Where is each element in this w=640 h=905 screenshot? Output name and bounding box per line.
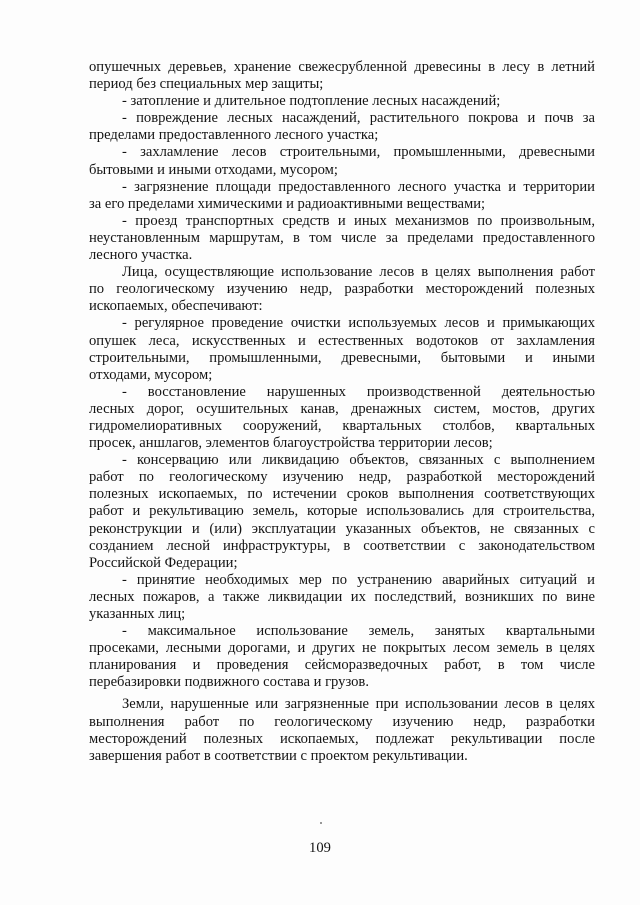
text-line: неустановленным маршрутам, в том числе за пределами предоставленного (89, 229, 595, 246)
text-line: по геологическому изучению недр, разработки месторождений полезных (89, 281, 595, 298)
text-line: - загрязнение площади предоставленного лесного участка и территории (122, 178, 595, 195)
text-line: планирования и проведения сейсморазведочных работ, в том числе (89, 657, 595, 674)
text-line: реконструкции и (или) эксплуатации указанных объектов, не связанных с (89, 520, 595, 537)
text-line: отходами, мусором; (89, 366, 213, 383)
text-line: опушечных деревьев, хранение свежесрубленной древесины в лесу в летний (89, 59, 595, 75)
text-line: созданием лесной инфраструктуры, в соответствии с законодательством (89, 537, 595, 554)
text-line: лесного участка. (89, 247, 193, 264)
text-line: Лица, осуществляющие использование лесов в целях выполнения работ (122, 264, 595, 281)
text-line: строительными, промышленными, древесными, бытовыми и иными (89, 349, 595, 366)
text-line: указанных лиц; (89, 606, 186, 622)
text-line: просек, аншлагов, элементов благоустройства территории лесов; (89, 435, 493, 452)
text-line: лесных дорог, осушительных канав, дренажных систем, мостов, других (89, 400, 595, 417)
text-line: за его пределами химическими и радиоактивными веществами; (89, 195, 486, 212)
text-line: гидромелиоративных сооружений, квартальных столбов, квартальных (89, 417, 595, 434)
text-line: работ и рекультивацию земель, которые использовались для строительства, (89, 503, 595, 520)
text-line: завершения работ в соответствии с проектом рекультивации. (89, 747, 468, 764)
text-line: - консервацию или ликвидацию объектов, связанных с выполнением (122, 452, 595, 469)
text-line: Российской Федерации; (89, 554, 238, 571)
text-line: перебазировки подвижного состава и грузов. (89, 674, 369, 691)
text-line: - затопление и длительное подтопление лесных насаждений; (122, 93, 501, 110)
text-line: - проезд транспортных средств и иных механизмов по произвольным, (122, 212, 595, 229)
scan-speck (320, 822, 322, 824)
text-line: бытовыми и иными отходами, мусором; (89, 161, 338, 178)
text-line: просеками, лесными дорогами, и других не покрытых лесом земель в целях (89, 640, 595, 657)
text-line: работ по геологическому изучению недр, разработкой месторождений (89, 469, 595, 486)
text-line: период без специальных мер защиты; (89, 76, 324, 93)
text-line: - регулярное проведение очистки используемых лесов и примыкающих (122, 315, 595, 332)
text-line: Земли, нарушенные или загрязненные при использовании лесов в целях (122, 696, 595, 713)
text-line: месторождений полезных ископаемых, подлежат рекультивации после (89, 730, 595, 747)
text-line: лесных пожаров, а также ликвидации их последствий, возникших по вине (89, 588, 595, 605)
text-line: опушек леса, искусственных и естественных водотоков от захламления (89, 332, 595, 349)
text-line: - захламление лесов строительными, промышленными, древесными (122, 144, 595, 161)
text-line: пределами предоставленного лесного участка; (89, 127, 379, 144)
body-text (89, 59, 595, 765)
text-line: - повреждение лесных насаждений, растительного покрова и почв за (122, 110, 595, 127)
page-number: 109 (309, 840, 331, 856)
text-line: ископаемых, обеспечивают: (89, 298, 263, 315)
text-line: - принятие необходимых мер по устранению аварийных ситуаций и (122, 571, 595, 588)
text-line: выполнения работ по геологическому изучению недр, разработки (89, 713, 595, 730)
text-line: полезных ископаемых, по истечении сроков выполнения соответствующих (89, 486, 595, 503)
text-line: - восстановление нарушенных производственной деятельностью (122, 383, 595, 400)
text-line: - максимальное использование земель, занятых квартальными (122, 623, 595, 640)
